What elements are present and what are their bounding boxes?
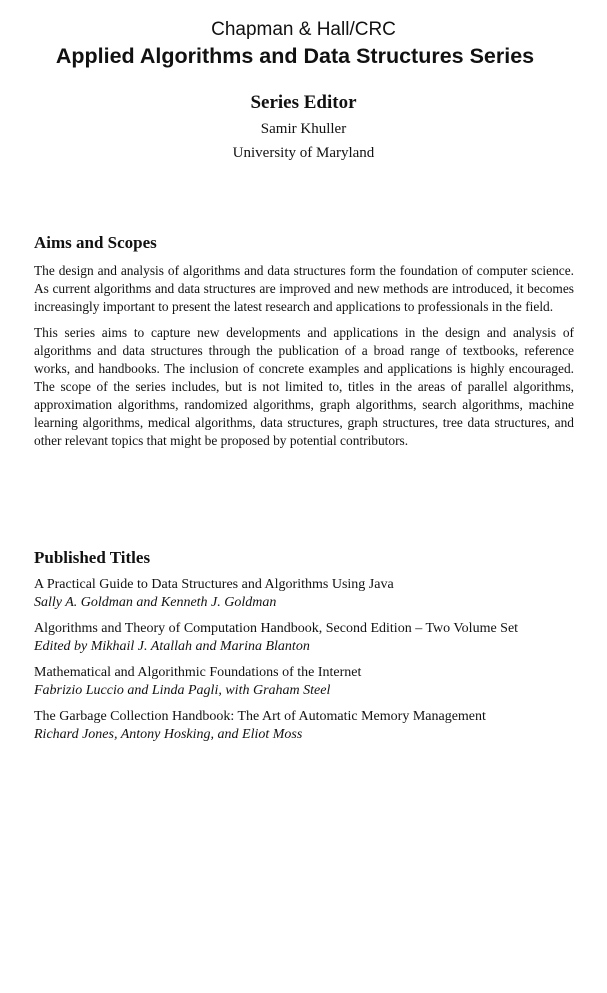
book-authors: Fabrizio Luccio and Linda Pagli, with Graham Steel [34,683,331,698]
aims-section [34,233,574,458]
book-entry [34,620,574,656]
publisher-name: Chapman & Hall/CRC [211,19,396,40]
book-title: The Garbage Collection Handbook: The Art of Automatic Memory Management [34,709,486,724]
book-entry [34,664,574,700]
book-title: Mathematical and Algorithmic Foundations of the Internet [34,665,362,680]
series-editor-affiliation: University of Maryland [232,145,375,161]
aims-paragraph: This series aims to capture new developments and applications in the design and analysis of algorithms and data structures through the publication of a broad range of textbooks, reference works, and handbooks. The inclusion of concrete examples and applications is highly encouraged. The scope of the series includes, but is not limited to, titles in the areas of parallel algorithms, approximation algorithms, randomized algorithms, graph algorithms, search algorithms, machine learning algorithms, medical algorithms, data structures, graph structures, tree data structures, and other relevant topics that might be proposed by potential contributors. [34,325,574,448]
published-titles-heading: Published Titles [34,548,151,567]
series-editor-heading: Series Editor [250,92,357,113]
aims-heading: Aims and Scopes [34,233,157,252]
series-title: Applied Algorithms and Data Structures Series [55,44,535,68]
book-title: Algorithms and Theory of Computation Handbook, Second Edition – Two Volume Set [34,621,519,636]
published-titles-section [34,548,574,752]
series-editor-name: Samir Khuller [260,121,347,137]
book-authors: Richard Jones, Antony Hosking, and Eliot Moss [34,727,303,742]
book-title: A Practical Guide to Data Structures and Algorithms Using Java [34,577,394,592]
aims-paragraph: The design and analysis of algorithms and data structures form the foundation of computer science. As current algorithms and data structures are improved and new methods are introduced, it becomes increasingly important to present the latest research and applications to professionals in the field. [34,263,574,314]
book-entry [34,708,574,744]
book-authors: Edited by Mikhail J. Atallah and Marina Blanton [34,639,310,654]
book-entry [34,576,574,612]
series-editor-block [0,92,607,165]
book-authors: Sally A. Goldman and Kenneth J. Goldman [34,595,277,610]
